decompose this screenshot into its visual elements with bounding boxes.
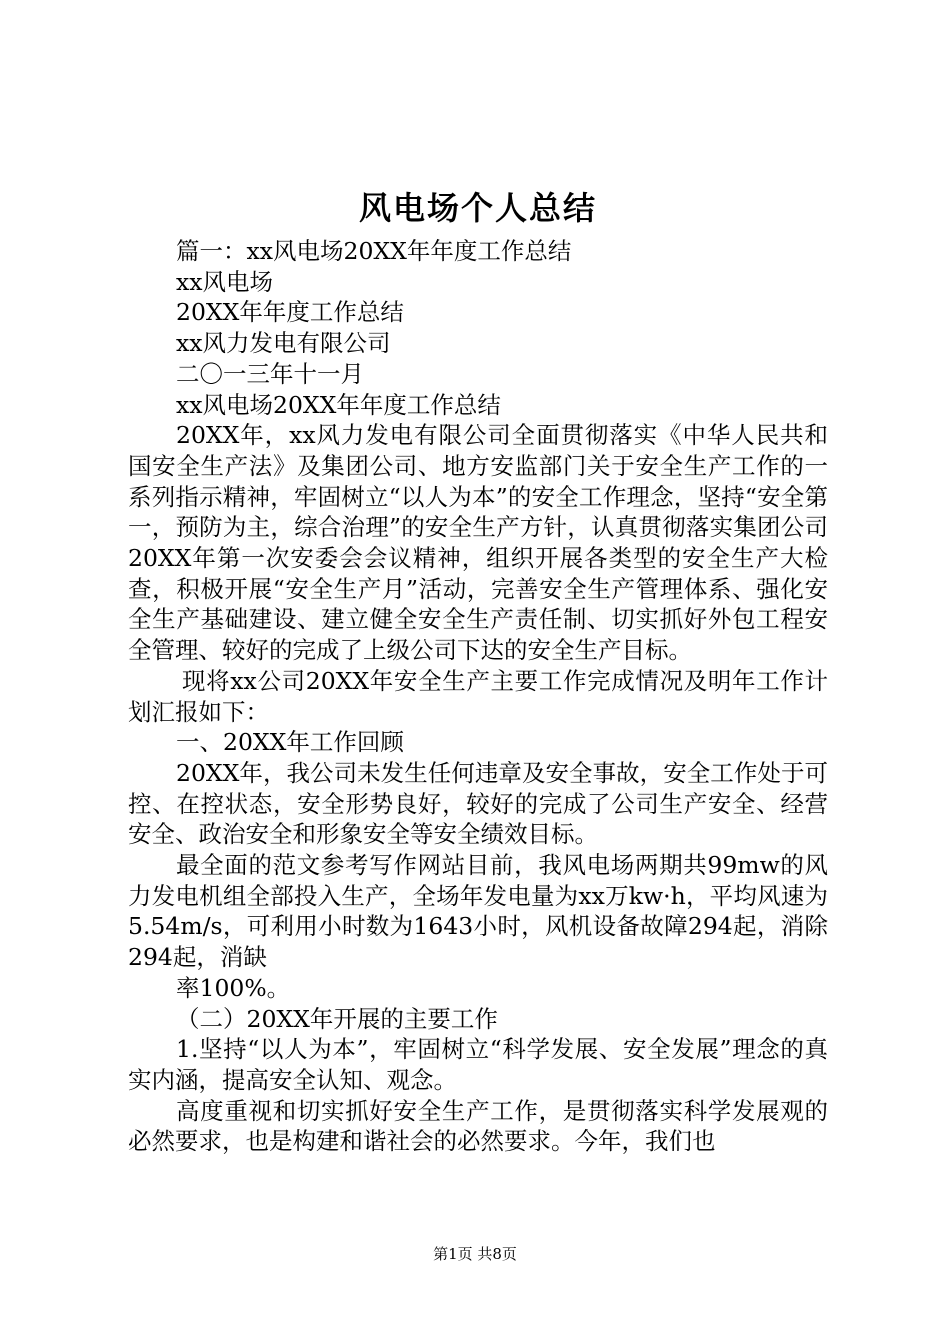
paragraph-emphasis: 高度重视和切实抓好安全生产工作，是贯彻落实科学发展观的必然要求，也是构建和谐社会的必然要求。今年，我们也 (128, 1096, 828, 1156)
paragraph-intro: 20XX年，xx风力发电有限公司全面贯彻落实《中华人民共和国安全生产法》及集团公司、地方安监部门关于安全生产工作的一系列指示精神，牢固树立“以人为本”的安全工作理念，坚持“安全第一，预防为主，综合治理”的安全生产方针，认真贯彻落实集团公司20XX年第一次安委会会议精神，组织开展各类型的安全生产大检查，积极开展“安全生产月”活动，完善安全生产管理体系、强化安全生产基础建设、建立健全安全生产责任制、切实抓好外包工程安全管理、较好的完成了上级公司下达的安全生产目标。 (128, 421, 828, 665)
paragraph-subtitle: xx风电场20XX年年度工作总结 (176, 390, 501, 419)
paragraph-safety-status: 20XX年，我公司未发生任何违章及安全事故，安全工作处于可控、在控状态，安全形势良好，较好的完成了公司生产安全、经营安全、政治安全和形象安全等安全绩效目标。 (128, 758, 828, 849)
page-footer: 第1页 共8页 (433, 1245, 517, 1263)
document-body (128, 236, 828, 1157)
document-title: 风电场个人总结 (358, 189, 597, 227)
paragraph-company-name: xx风电场 (176, 267, 274, 296)
paragraph-organization: xx风力发电有限公司 (176, 329, 391, 358)
paragraph-date: 二〇一三年十一月 (176, 359, 364, 388)
paragraph-production-stats: 最全面的范文参考写作网站目前，我风电场两期共99mw的风力发电机组全部投入生产，全场年发电量为xx万kw·h，平均风速为5.54m/s，可利用小时数为1643小时，风机设备故障294起，消除294起，消缺 (128, 851, 828, 972)
paragraph-report-notice: 现将xx公司20XX年安全生产主要工作完成情况及明年工作计划汇报如下： (128, 666, 828, 726)
paragraph-section-main-work: （二）20XX年开展的主要工作 (176, 1004, 498, 1033)
paragraph-heading-article-one: 篇一：xx风电场20XX年年度工作总结 (176, 237, 572, 265)
paragraph-section-review: 一、20XX年工作回顾 (176, 728, 404, 757)
paragraph-elimination-rate: 率100%。 (176, 973, 291, 1002)
paragraph-point-one: 1.坚持“以人为本”，牢固树立“科学发展、安全发展”理念的真实内涵，提高安全认知、观念。 (128, 1035, 828, 1094)
paragraph-report-title: 20XX年年度工作总结 (176, 298, 404, 327)
